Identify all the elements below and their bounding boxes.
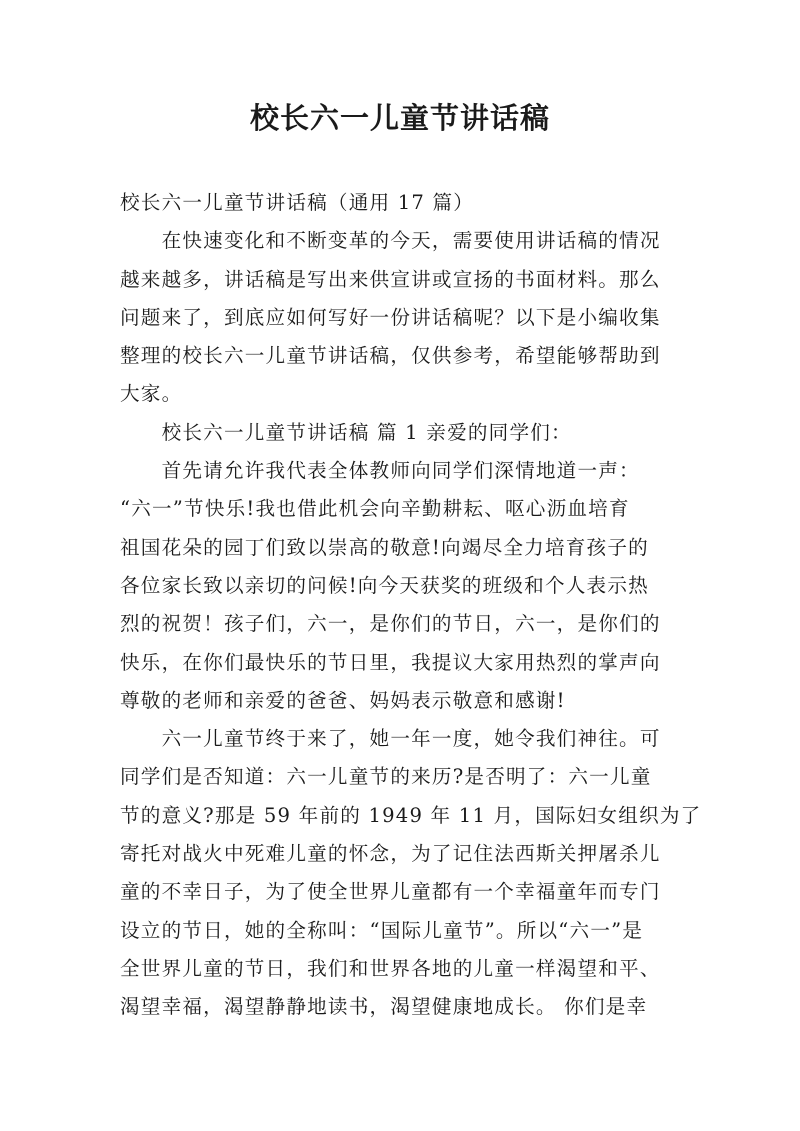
text-line: 渴望幸福，渴望静静地读书，渴望健康地成长。 你们是幸 <box>120 995 648 1019</box>
text-line: 寄托对战火中死难儿童的怀念，为了记住法西斯关押屠杀儿 <box>120 842 661 866</box>
text-line: 设立的节日，她的全称叫：“国际儿童节”。所以“六一”是 <box>120 918 644 942</box>
text-line: 整理的校长六一儿童节讲话稿，仅供参考，希望能够帮助到 <box>120 344 661 368</box>
text-line: 尊敬的老师和亲爱的爸爸、妈妈表示敬意和感谢! <box>120 688 566 712</box>
text-line: 烈的祝贺！孩子们，六一，是你们的节日，六一，是你们的 <box>120 612 661 636</box>
document-body <box>120 184 702 1027</box>
text-line: 首先请允许我代表全体教师向同学们深情地道一声： <box>120 459 640 483</box>
document-title: 校长六一儿童节讲话稿 <box>249 101 550 135</box>
text-line: 快乐，在你们最快乐的节日里，我提议大家用热烈的掌声向 <box>120 650 661 674</box>
text-line: 童的不幸日子，为了使全世界儿童都有一个幸福童年而专门 <box>120 880 661 904</box>
text-line: 问题来了，到底应如何写好一份讲话稿呢？以下是小编收集 <box>120 305 661 329</box>
text-line: 校长六一儿童节讲话稿 篇 1 亲爱的同学们： <box>120 420 572 444</box>
text-line: 大家。 <box>120 382 183 406</box>
text-line: 同学们是否知道：六一儿童节的来历?是否明了：六一儿童 <box>120 765 652 789</box>
text-line: 越来越多，讲话稿是写出来供宣讲或宣扬的书面材料。那么 <box>120 267 661 291</box>
text-line: 在快速变化和不断变革的今天，需要使用讲话稿的情况 <box>120 229 661 253</box>
text-line: 校长六一儿童节讲话稿（通用 17 篇） <box>120 191 475 214</box>
text-line: 节的意义?那是 59 年前的 1949 年 11 月，国际妇女组织为了 <box>120 803 702 827</box>
text-line: 各位家长致以亲切的问候!向今天获奖的班级和个人表示热 <box>120 573 649 597</box>
text-line: “六一”节快乐!我也借此机会向辛勤耕耘、呕心沥血培育 <box>120 497 630 521</box>
text-line: 全世界儿童的节日，我们和世界各地的儿童一样渴望和平、 <box>120 956 661 980</box>
text-line: 六一儿童节终于来了，她一年一度，她令我们神往。可 <box>120 727 661 751</box>
text-line: 祖国花朵的园丁们致以崇高的敬意!向竭尽全力培育孩子的 <box>120 535 649 559</box>
